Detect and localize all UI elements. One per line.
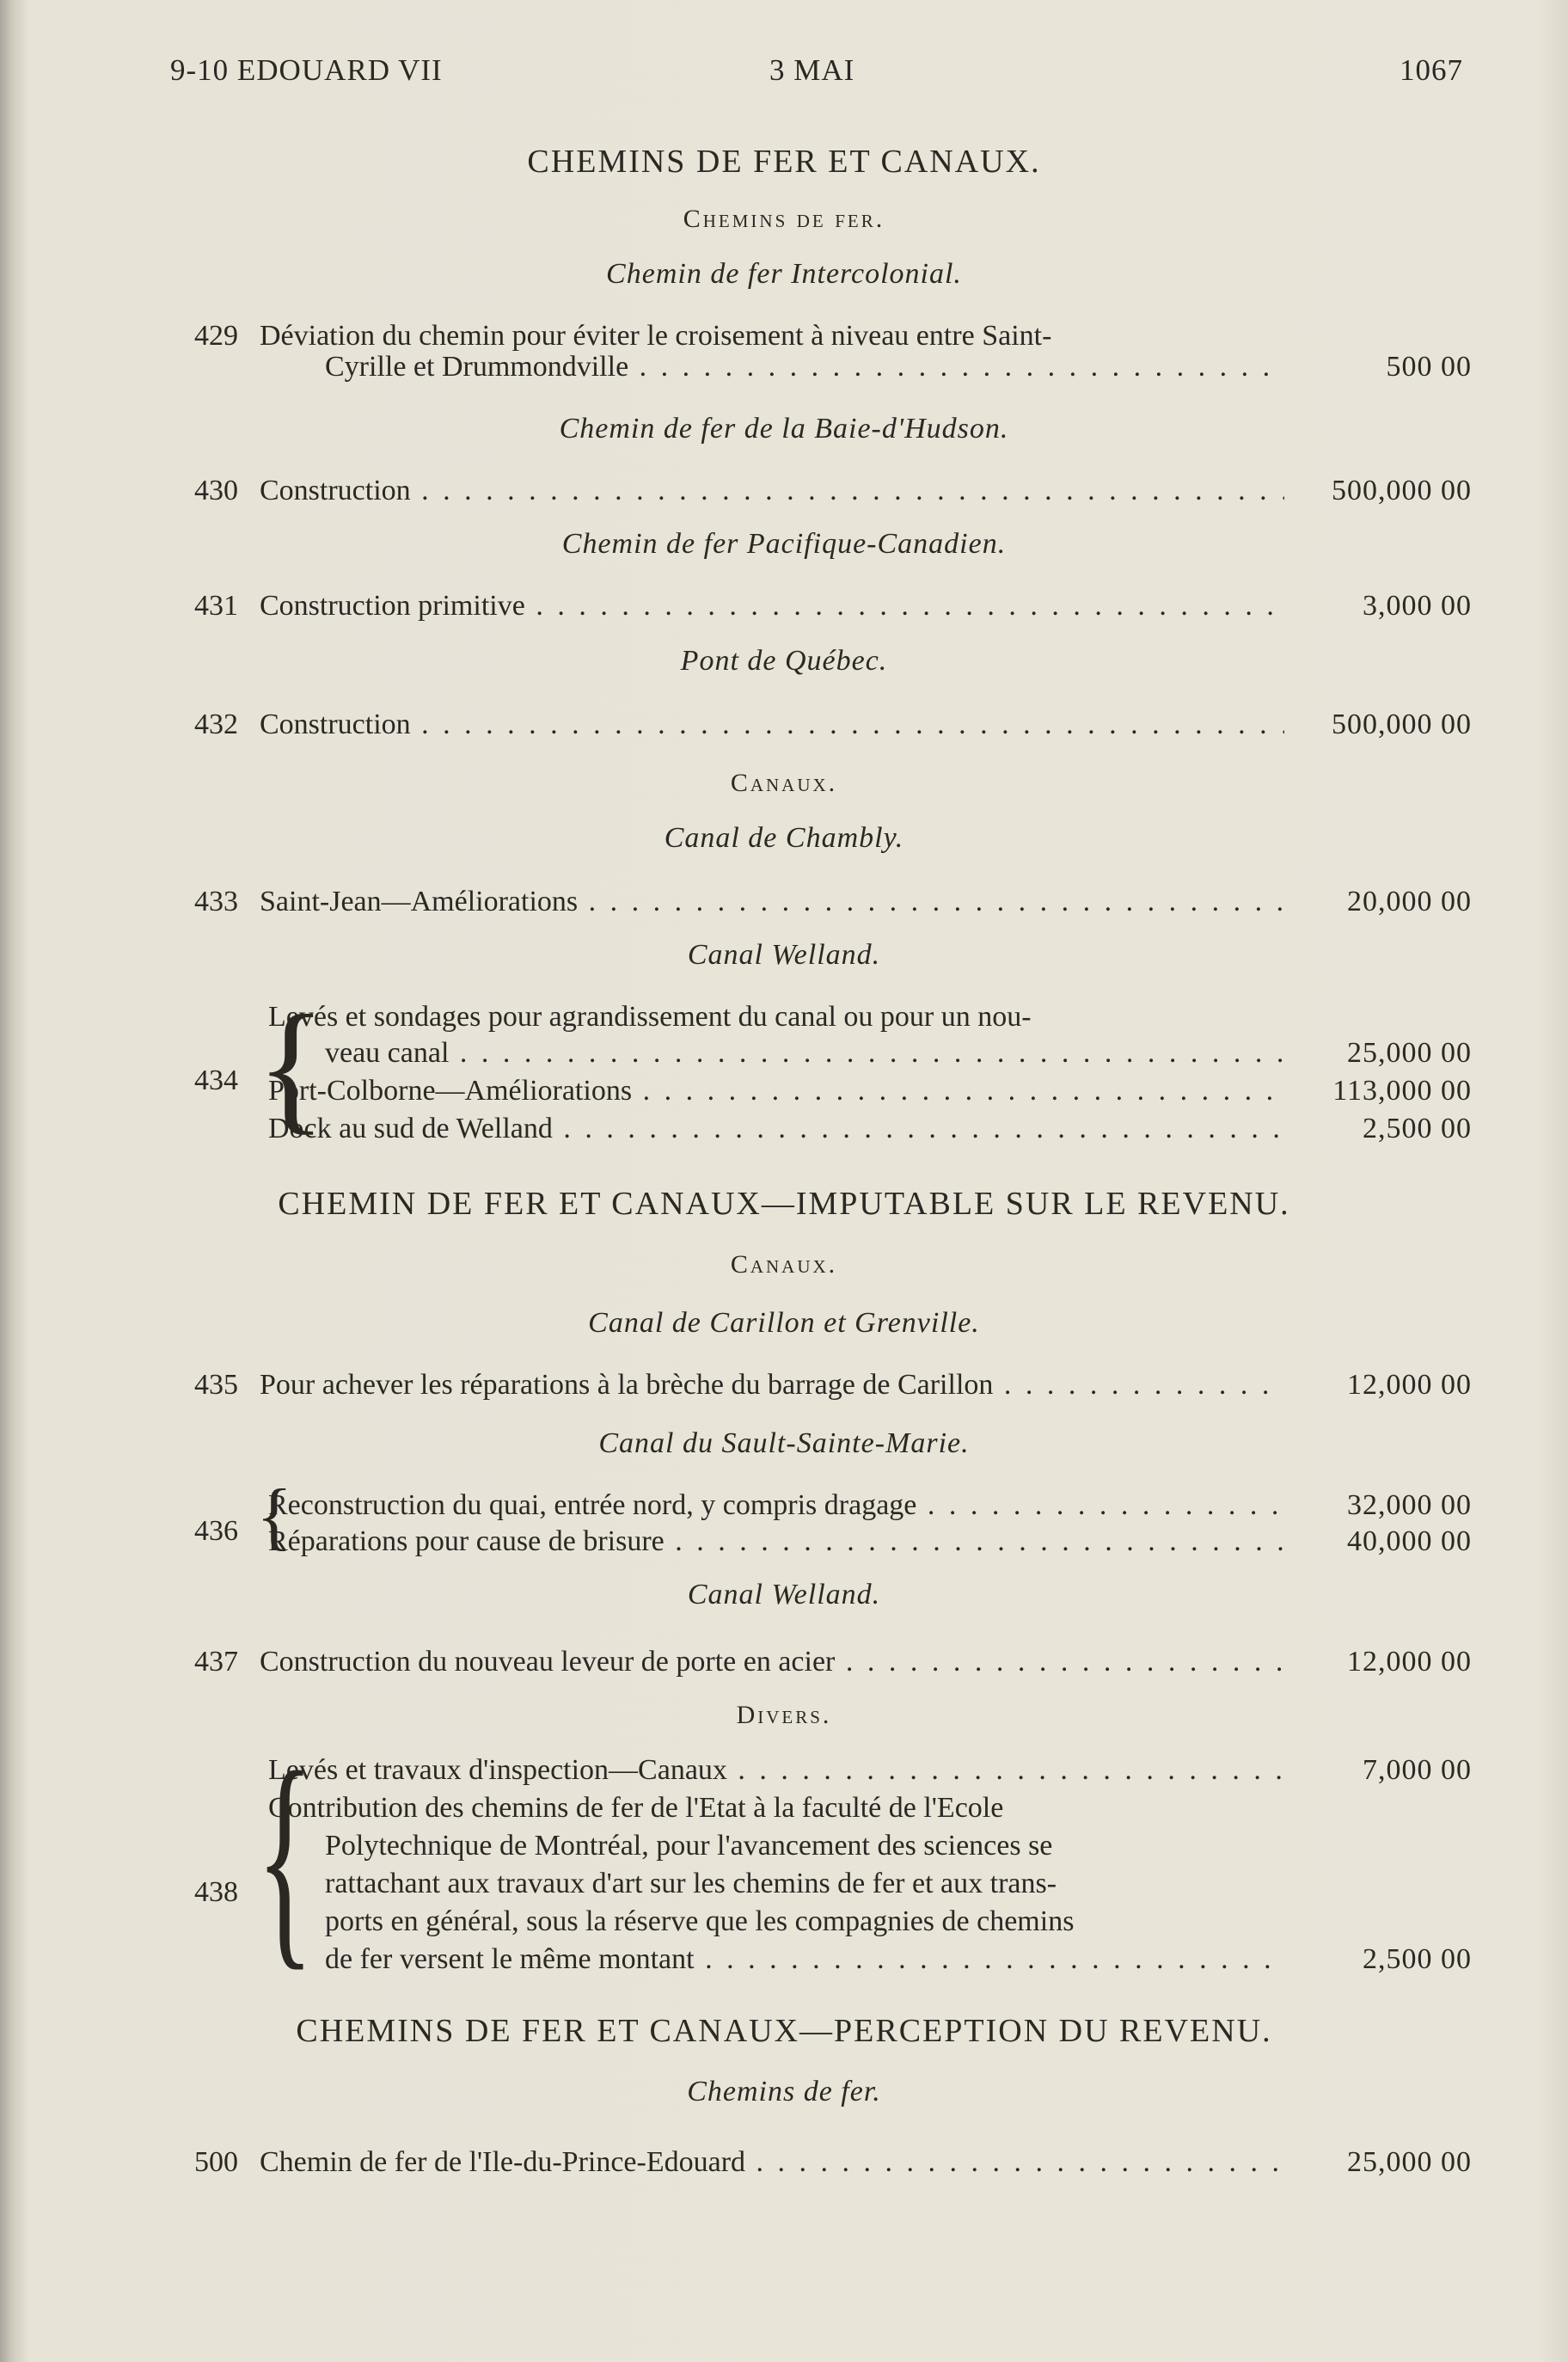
- item-number: 433: [194, 886, 238, 917]
- brace: {: [256, 985, 327, 1147]
- item-number-438: 438: [194, 1876, 238, 1908]
- item-436-b: [0, 1525, 1568, 1565]
- header-left: 9-10 EDOUARD VII: [170, 53, 443, 87]
- item-description: Réparations pour cause de brisure . . .: [268, 1525, 1284, 1558]
- item-433: [0, 886, 1568, 925]
- item-description: rattachant aux travaux d'art sur les chemins de fer et aux trans-: [325, 1868, 1057, 1899]
- item-description: Construction . . .: [260, 475, 1284, 507]
- item-description: Construction . . .: [260, 709, 1284, 741]
- item-430: [0, 475, 1568, 514]
- item-438-b-line2: [0, 1830, 1568, 1869]
- item-amount: 3,000 00: [1363, 590, 1472, 622]
- item-429-line2: [0, 351, 1568, 390]
- item-description: Saint-Jean—Améliorations . . .: [260, 886, 1284, 918]
- heading-canal-sault: Canal du Sault-Sainte-Marie.: [598, 1427, 970, 1459]
- header-date: 3 MAI: [769, 53, 855, 87]
- item-435: [0, 1369, 1568, 1408]
- item-number-436: 436: [194, 1515, 238, 1547]
- section-title-chemins-canaux: CHEMINS DE FER ET CANAUX.: [527, 144, 1041, 180]
- item-amount: 113,000 00: [1332, 1075, 1472, 1107]
- item-431: [0, 590, 1568, 629]
- item-number: 430: [194, 475, 238, 506]
- subheading-divers: Divers.: [736, 1701, 832, 1729]
- heading-canal-carillon: Canal de Carillon et Grenville.: [588, 1307, 980, 1339]
- item-amount: 500,000 00: [1332, 475, 1472, 506]
- item-description: ports en général, sous la réserve que les compagnies de chemins: [325, 1905, 1075, 1937]
- item-amount: 2,500 00: [1363, 1113, 1472, 1144]
- heading-canal-welland: Canal Welland.: [687, 939, 881, 971]
- item-amount: 7,000 00: [1363, 1754, 1472, 1786]
- item-438-b-line4: [0, 1905, 1568, 1945]
- item-438-b-line3: [0, 1868, 1568, 1907]
- item-description: Cyrille et Drummondville . . .: [325, 351, 1284, 383]
- item-number: 435: [194, 1369, 238, 1401]
- item-description: Port-Colborne—Améliorations . . .: [268, 1075, 1284, 1107]
- heading-canal-chambly: Canal de Chambly.: [664, 822, 904, 854]
- item-description: Pour achever les réparations à la brèche du barrage de Carillon . . .: [260, 1369, 1284, 1402]
- item-number: 500: [194, 2146, 238, 2178]
- item-amount: 25,000 00: [1347, 1037, 1472, 1069]
- item-description: Levés et sondages pour agrandissement du canal ou pour un nou-: [268, 1001, 1032, 1033]
- item-number: 432: [194, 709, 238, 740]
- item-amount: 500,000 00: [1332, 709, 1472, 740]
- item-description: Levés et travaux d'inspection—Canaux . . .: [268, 1754, 1284, 1787]
- heading-chemins-de-fer: Chemins de fer.: [687, 2076, 881, 2107]
- item-number: 429: [194, 320, 238, 352]
- item-434-c: [0, 1113, 1568, 1152]
- item-amount: 25,000 00: [1347, 2146, 1472, 2178]
- item-amount: 2,500 00: [1363, 1943, 1472, 1975]
- item-436-a: [0, 1489, 1568, 1529]
- brace: {: [256, 1722, 315, 1990]
- item-description: veau canal . . .: [325, 1037, 1284, 1070]
- item-amount: 12,000 00: [1347, 1369, 1472, 1401]
- item-438-b-line1: [0, 1792, 1568, 1831]
- item-438-a: [0, 1754, 1568, 1794]
- item-434-a-line1: [0, 1001, 1568, 1040]
- item-432: [0, 709, 1568, 748]
- section-title-perception-revenu: CHEMINS DE FER ET CANAUX—PERCEPTION DU REVENU.: [296, 2013, 1272, 2049]
- item-amount: 40,000 00: [1347, 1525, 1472, 1557]
- heading-intercolonial: Chemin de fer Intercolonial.: [606, 258, 962, 290]
- item-description: Construction du nouveau leveur de porte en acier . . .: [260, 1646, 1284, 1678]
- item-description: Contribution des chemins de fer de l'Etat à la faculté de l'Ecole: [268, 1792, 1004, 1824]
- item-number: 437: [194, 1646, 238, 1678]
- item-description: Reconstruction du quai, entrée nord, y compris dragage . . .: [268, 1489, 1284, 1522]
- item-438-b-line5: [0, 1943, 1568, 1983]
- item-amount: 20,000 00: [1347, 886, 1472, 917]
- subheading-canaux: Canaux.: [730, 1250, 838, 1279]
- item-434-b: [0, 1075, 1568, 1114]
- item-description: Polytechnique de Montréal, pour l'avancement des sciences se: [325, 1830, 1053, 1862]
- item-description: de fer versent le même montant . . .: [325, 1943, 1284, 1976]
- heading-baie-hudson: Chemin de fer de la Baie-d'Hudson.: [559, 413, 1009, 445]
- section-title-imputable-revenu: CHEMIN DE FER ET CANAUX—IMPUTABLE SUR LE REVENU.: [278, 1186, 1290, 1222]
- item-number: 431: [194, 590, 238, 622]
- item-amount: 32,000 00: [1347, 1489, 1472, 1521]
- item-description: Chemin de fer de l'Ile-du-Prince-Edouard . . .: [260, 2146, 1284, 2179]
- item-number-434: 434: [194, 1064, 238, 1096]
- item-437: [0, 1646, 1568, 1685]
- item-434-a-line2: [0, 1037, 1568, 1077]
- item-amount: 12,000 00: [1347, 1646, 1472, 1678]
- page-number: 1067: [1400, 53, 1463, 87]
- item-description: Construction primitive . . .: [260, 590, 1284, 623]
- item-description: Dock au sud de Welland . . .: [268, 1113, 1284, 1145]
- item-description: Déviation du chemin pour éviter le croisement à niveau entre Saint-: [260, 320, 1052, 352]
- subheading-canaux: Canaux.: [730, 769, 838, 797]
- item-500: [0, 2146, 1568, 2186]
- subheading-chemins-de-fer: Chemins de fer.: [683, 205, 885, 233]
- running-header: [0, 53, 1568, 96]
- brace: {: [256, 1475, 293, 1558]
- heading-canal-welland-2: Canal Welland.: [687, 1579, 881, 1610]
- heading-pacifique-canadien: Chemin de fer Pacifique-Canadien.: [561, 528, 1007, 560]
- heading-pont-quebec: Pont de Québec.: [680, 645, 888, 677]
- item-amount: 500 00: [1386, 351, 1472, 383]
